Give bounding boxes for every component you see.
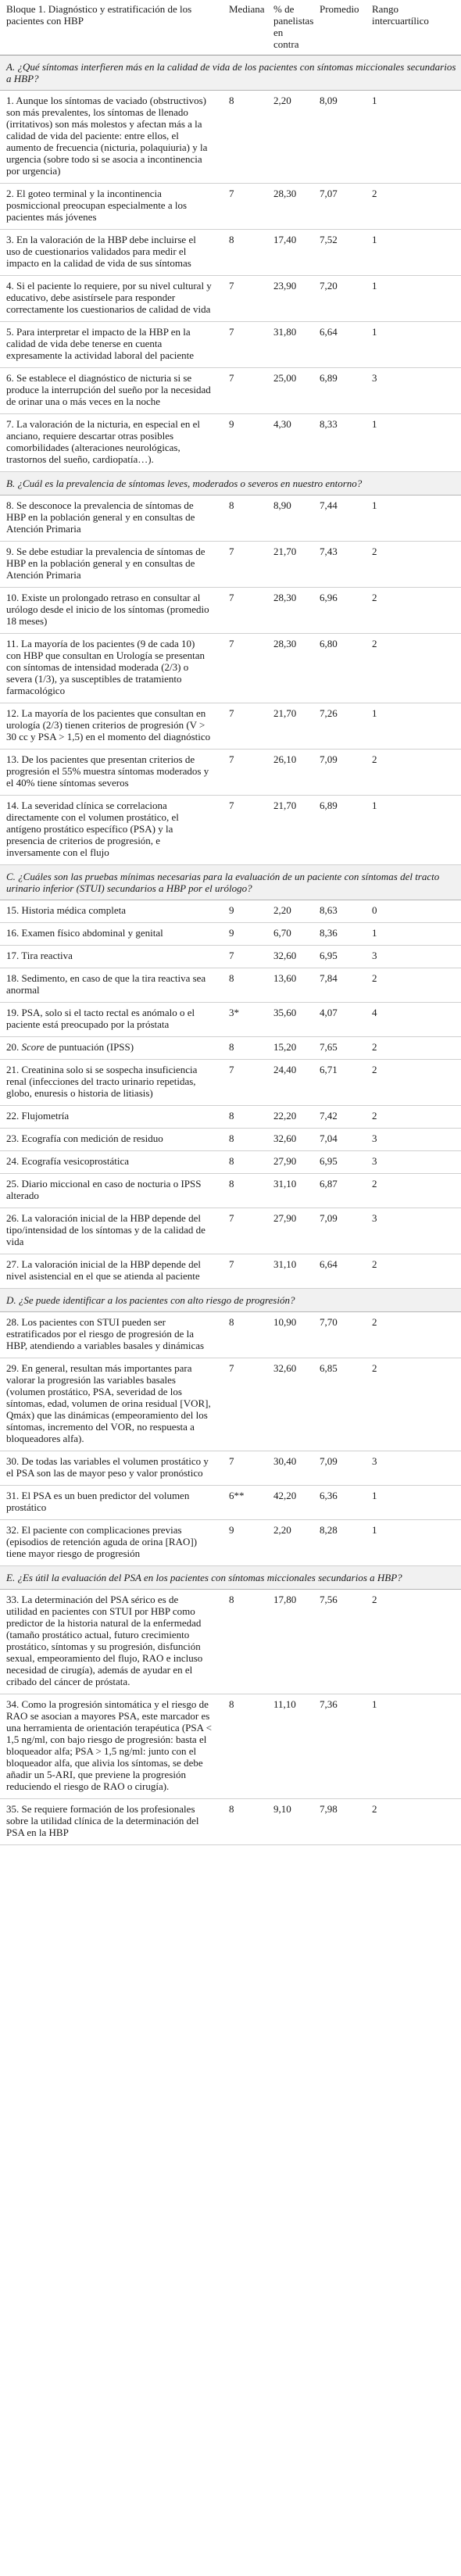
table-row (0, 1486, 461, 1520)
iqr-cell: 2 (366, 968, 461, 1003)
header-iqr: Rango intercuartílico (366, 0, 461, 55)
iqr-cell: 2 (366, 1254, 461, 1289)
mean-cell: 7,09 (313, 1208, 366, 1254)
median-cell: 8 (223, 968, 267, 1003)
mean-cell: 7,04 (313, 1129, 366, 1151)
median-cell: 9 (223, 923, 267, 946)
mean-cell: 7,26 (313, 703, 366, 750)
statement-cell: 27. La valoración inicial de la HBP depende del nivel asistencial en el que se atienda al paciente (0, 1254, 223, 1289)
mean-cell: 8,28 (313, 1520, 366, 1566)
iqr-cell: 2 (366, 184, 461, 230)
median-cell: 7 (223, 703, 267, 750)
table-row (0, 1590, 461, 1694)
statement-cell: 35. Se requiere formación de los profesionales sobre la utilidad clínica de la determinación del PSA en la HBP (0, 1799, 223, 1845)
mean-cell: 6,64 (313, 1254, 366, 1289)
against-cell: 21,70 (267, 796, 313, 865)
header-mean: Promedio (313, 0, 366, 55)
median-cell: 8 (223, 1590, 267, 1694)
mean-cell: 4,07 (313, 1003, 366, 1037)
against-cell: 13,60 (267, 968, 313, 1003)
statement-cell: 24. Ecografía vesicoprostática (0, 1151, 223, 1174)
header-against: % de panelistas en contra (267, 0, 313, 55)
median-cell: 7 (223, 750, 267, 796)
iqr-cell: 1 (366, 322, 461, 368)
statement-cell: 11. La mayoría de los pacientes (9 de cada 10) con HBP que consultan en Urología se presentan con síntomas de intensidad moderada (2/3) o severa (1/3), ya susceptibles de tratamiento farmacológico (0, 634, 223, 703)
median-cell: 3* (223, 1003, 267, 1037)
table-row (0, 1174, 461, 1208)
mean-cell: 6,36 (313, 1486, 366, 1520)
mean-cell: 6,89 (313, 796, 366, 865)
iqr-cell: 1 (366, 703, 461, 750)
median-cell: 7 (223, 368, 267, 414)
mean-cell: 8,09 (313, 91, 366, 184)
mean-cell: 6,64 (313, 322, 366, 368)
mean-cell: 8,36 (313, 923, 366, 946)
statement-cell: 23. Ecografía con medición de residuo (0, 1129, 223, 1151)
median-cell: 7 (223, 1060, 267, 1106)
against-cell: 42,20 (267, 1486, 313, 1520)
iqr-cell: 2 (366, 1358, 461, 1451)
against-cell: 17,80 (267, 1590, 313, 1694)
median-cell: 8 (223, 1694, 267, 1799)
section-title: D. ¿Se puede identificar a los pacientes con alto riesgo de progresión? (0, 1289, 461, 1312)
mean-cell: 6,95 (313, 946, 366, 968)
against-cell: 27,90 (267, 1208, 313, 1254)
median-cell: 8 (223, 1174, 267, 1208)
statement-cell: 31. El PSA es un buen predictor del volumen prostático (0, 1486, 223, 1520)
mean-cell: 7,36 (313, 1694, 366, 1799)
statement-cell: 29. En general, resultan más importantes para valorar la progresión las variables basales (volumen prostático, PSA, severidad de los síntomas, edad, volumen de orina residual [VOR], Qmáx) que las dinámicas (empeoramiento del los síntomas, incremento del VOR, no respuesta a bloqueadores alfa). (0, 1358, 223, 1451)
section-row (0, 472, 461, 496)
mean-cell: 7,43 (313, 542, 366, 588)
against-cell: 9,10 (267, 1799, 313, 1845)
table-row (0, 1520, 461, 1566)
mean-cell: 7,09 (313, 1451, 366, 1486)
median-cell: 7 (223, 1254, 267, 1289)
statement-cell: 4. Si el paciente lo requiere, por su nivel cultural y educativo, debe asistírsele para responder correctamente los cuestionarios de calidad de vida (0, 276, 223, 322)
against-cell: 32,60 (267, 1129, 313, 1151)
statement-cell: 9. Se debe estudiar la prevalencia de síntomas de HBP en la población general y en consultas de Atención Primaria (0, 542, 223, 588)
mean-cell: 8,63 (313, 900, 366, 923)
section-row (0, 55, 461, 91)
mean-cell: 6,71 (313, 1060, 366, 1106)
table-row (0, 496, 461, 542)
table-row (0, 1060, 461, 1106)
statement-cell: 13. De los pacientes que presentan criterios de progresión el 55% muestra síntomas moderados y el 40% tiene síntomas severos (0, 750, 223, 796)
iqr-cell: 1 (366, 276, 461, 322)
table-row (0, 900, 461, 923)
statement-cell: 32. El paciente con complicaciones previas (episodios de retención aguda de orina [RAO]) tiene mayor riesgo de progresión (0, 1520, 223, 1566)
median-cell: 7 (223, 1451, 267, 1486)
statement-cell: 20. Score de puntuación (IPSS) (0, 1037, 223, 1060)
median-cell: 9 (223, 414, 267, 472)
table-row (0, 946, 461, 968)
median-cell: 7 (223, 542, 267, 588)
statement-cell: 12. La mayoría de los pacientes que consultan en urología (2/3) tienen criterios de progresión (V > 30 cc y PSA > 1,5) en el momento del diagnóstico (0, 703, 223, 750)
iqr-cell: 3 (366, 1151, 461, 1174)
table-row (0, 968, 461, 1003)
against-cell: 2,20 (267, 91, 313, 184)
table-row (0, 1037, 461, 1060)
iqr-cell: 3 (366, 1208, 461, 1254)
median-cell: 8 (223, 230, 267, 276)
iqr-cell: 2 (366, 1174, 461, 1208)
against-cell: 15,20 (267, 1037, 313, 1060)
section-row (0, 1566, 461, 1590)
median-cell: 6** (223, 1486, 267, 1520)
mean-cell: 7,07 (313, 184, 366, 230)
statement-cell: 8. Se desconoce la prevalencia de síntomas de HBP en la población general y en consultas de Atención Primaria (0, 496, 223, 542)
iqr-cell: 3 (366, 946, 461, 968)
median-cell: 7 (223, 1208, 267, 1254)
table-row (0, 184, 461, 230)
iqr-cell: 1 (366, 923, 461, 946)
section-title: E. ¿Es útil la evaluación del PSA en los pacientes con síntomas miccionales secundarios a HBP? (0, 1566, 461, 1590)
table-row (0, 1003, 461, 1037)
iqr-cell: 1 (366, 414, 461, 472)
iqr-cell: 2 (366, 1106, 461, 1129)
mean-cell: 6,96 (313, 588, 366, 634)
iqr-cell: 1 (366, 496, 461, 542)
iqr-cell: 3 (366, 1129, 461, 1151)
against-cell: 28,30 (267, 634, 313, 703)
mean-cell: 8,33 (313, 414, 366, 472)
statement-cell: 17. Tira reactiva (0, 946, 223, 968)
median-cell: 8 (223, 1799, 267, 1845)
against-cell: 10,90 (267, 1312, 313, 1358)
table-body (0, 55, 461, 1845)
statement-cell: 22. Flujometría (0, 1106, 223, 1129)
table-row (0, 923, 461, 946)
against-cell: 28,30 (267, 588, 313, 634)
iqr-cell: 2 (366, 542, 461, 588)
iqr-cell: 2 (366, 1799, 461, 1845)
table-row (0, 588, 461, 634)
header-row (0, 0, 461, 55)
iqr-cell: 2 (366, 1590, 461, 1694)
mean-cell: 7,65 (313, 1037, 366, 1060)
section-title: C. ¿Cuáles son las pruebas mínimas necesarias para la evaluación de un paciente con síntomas del tracto urinario inferior (STUI) secundarios a HBP por el urólogo? (0, 865, 461, 900)
table-row (0, 796, 461, 865)
statement-cell: 26. La valoración inicial de la HBP depende del tipo/intensidad de los síntomas y de la calidad de vida (0, 1208, 223, 1254)
against-cell: 6,70 (267, 923, 313, 946)
against-cell: 26,10 (267, 750, 313, 796)
iqr-cell: 4 (366, 1003, 461, 1037)
table-row (0, 1129, 461, 1151)
against-cell: 31,10 (267, 1254, 313, 1289)
iqr-cell: 2 (366, 634, 461, 703)
median-cell: 7 (223, 276, 267, 322)
statement-cell: 1. Aunque los síntomas de vaciado (obstructivos) son más prevalentes, los síntomas de llenado (irritativos) son más molestos y afectan más a la calidad de vida del paciente: entre ellos, el aumento de frecuencia (nicturia, polaquiuria) y la urgencia (sobre todo si se asocia a incontinencia por urgencia) (0, 91, 223, 184)
emphasis-text: Score (21, 1041, 45, 1053)
against-cell: 27,90 (267, 1151, 313, 1174)
against-cell: 21,70 (267, 542, 313, 588)
table-row (0, 634, 461, 703)
table-row (0, 1799, 461, 1845)
median-cell: 7 (223, 184, 267, 230)
median-cell: 8 (223, 1129, 267, 1151)
against-cell: 2,20 (267, 900, 313, 923)
table-row (0, 542, 461, 588)
statement-cell: 5. Para interpretar el impacto de la HBP en la calidad de vida debe tenerse en cuenta expresamente la actividad laboral del paciente (0, 322, 223, 368)
statement-cell: 2. El goteo terminal y la incontinencia posmiccional preocupan especialmente a los pacientes más jóvenes (0, 184, 223, 230)
iqr-cell: 1 (366, 796, 461, 865)
table-row (0, 1312, 461, 1358)
statement-cell: 15. Historia médica completa (0, 900, 223, 923)
against-cell: 31,10 (267, 1174, 313, 1208)
against-cell: 25,00 (267, 368, 313, 414)
statement-cell: 25. Diario miccional en caso de nocturia o IPSS alterado (0, 1174, 223, 1208)
table-row (0, 322, 461, 368)
statement-cell: 6. Se establece el diagnóstico de nicturia si se produce la interrupción del sueño por la necesidad de orinar una o más veces en la noche (0, 368, 223, 414)
iqr-cell: 3 (366, 1451, 461, 1486)
against-cell: 32,60 (267, 1358, 313, 1451)
statement-cell: 34. Como la progresión sintomática y el riesgo de RAO se asocian a mayores PSA, este marcador es una herramienta de orientación terapéutica (PSA < 1,5 ng/ml, con bajo riesgo de progresión: basta el bloqueador alfa; PSA > 1,5 ng/ml: junto con el bloqueador alfa, que alivia los síntomas, se debe añadir un 5-ARI, que previene la progresión reduciendo el riesgo de RAO o cirugía). (0, 1694, 223, 1799)
median-cell: 8 (223, 1106, 267, 1129)
against-cell: 31,80 (267, 322, 313, 368)
statement-cell: 16. Examen físico abdominal y genital (0, 923, 223, 946)
statement-cell: 14. La severidad clínica se correlaciona directamente con el volumen prostático, el antígeno prostático específico (PSA) y la presencia de criterios de progresión, e inversamente con el flujo (0, 796, 223, 865)
median-cell: 9 (223, 900, 267, 923)
against-cell: 24,40 (267, 1060, 313, 1106)
mean-cell: 7,42 (313, 1106, 366, 1129)
median-cell: 7 (223, 796, 267, 865)
mean-cell: 6,95 (313, 1151, 366, 1174)
iqr-cell: 3 (366, 368, 461, 414)
table-row (0, 1151, 461, 1174)
median-cell: 7 (223, 588, 267, 634)
iqr-cell: 1 (366, 1694, 461, 1799)
iqr-cell: 0 (366, 900, 461, 923)
against-cell: 4,30 (267, 414, 313, 472)
against-cell: 2,20 (267, 1520, 313, 1566)
mean-cell: 6,80 (313, 634, 366, 703)
iqr-cell: 1 (366, 91, 461, 184)
against-cell: 28,30 (267, 184, 313, 230)
statement-cell: 3. En la valoración de la HBP debe incluirse el uso de cuestionarios validados para medir el impacto en la calidad de vida de sus síntomas (0, 230, 223, 276)
section-title: A. ¿Qué síntomas interfieren más en la calidad de vida de los pacientes con síntomas miccionales secundarios a HBP? (0, 55, 461, 91)
table-row (0, 1208, 461, 1254)
section-row (0, 865, 461, 900)
table-row (0, 368, 461, 414)
statement-cell: 30. De todas las variables el volumen prostático y el PSA son las de mayor peso y valor pronóstico (0, 1451, 223, 1486)
iqr-cell: 2 (366, 588, 461, 634)
against-cell: 8,90 (267, 496, 313, 542)
median-cell: 7 (223, 322, 267, 368)
iqr-cell: 1 (366, 230, 461, 276)
mean-cell: 7,70 (313, 1312, 366, 1358)
header-median: Mediana (223, 0, 267, 55)
median-cell: 8 (223, 1151, 267, 1174)
table-row (0, 1694, 461, 1799)
against-cell: 11,10 (267, 1694, 313, 1799)
statement-cell: 33. La determinación del PSA sérico es de utilidad en pacientes con STUI por HBP como predictor de la historia natural de la enfermedad (tamaño prostático actual, futuro crecimiento prostático, síntomas y su progresión, disfunción sexual, empeoramiento del flujo, RAO e incluso necesidad de cirugía), además de ayudar en el cribado del cáncer de próstata. (0, 1590, 223, 1694)
table-row (0, 1106, 461, 1129)
median-cell: 7 (223, 1358, 267, 1451)
iqr-cell: 1 (366, 1520, 461, 1566)
against-cell: 32,60 (267, 946, 313, 968)
iqr-cell: 2 (366, 750, 461, 796)
mean-cell: 6,85 (313, 1358, 366, 1451)
mean-cell: 7,09 (313, 750, 366, 796)
median-cell: 8 (223, 91, 267, 184)
median-cell: 7 (223, 946, 267, 968)
table-row (0, 1254, 461, 1289)
mean-cell: 7,84 (313, 968, 366, 1003)
median-cell: 9 (223, 1520, 267, 1566)
mean-cell: 7,52 (313, 230, 366, 276)
against-cell: 22,20 (267, 1106, 313, 1129)
statement-cell: 21. Creatinina solo si se sospecha insuficiencia renal (infecciones del tracto urinario repetidas, globo, enuresis o historia de litiasis) (0, 1060, 223, 1106)
statement-cell: 7. La valoración de la nicturia, en especial en el anciano, requiere descartar otras posibles comorbilidades (alteraciones neurológicas, trastornos del sueño, cardiopatía…). (0, 414, 223, 472)
iqr-cell: 1 (366, 1486, 461, 1520)
table-row (0, 1358, 461, 1451)
table-row (0, 750, 461, 796)
table-row (0, 1451, 461, 1486)
against-cell: 23,90 (267, 276, 313, 322)
against-cell: 35,60 (267, 1003, 313, 1037)
header-block-title: Bloque 1. Diagnóstico y estratificación de los pacientes con HBP (0, 0, 223, 55)
table-row (0, 703, 461, 750)
iqr-cell: 2 (366, 1060, 461, 1106)
section-row (0, 1289, 461, 1312)
mean-cell: 7,44 (313, 496, 366, 542)
section-title: B. ¿Cuál es la prevalencia de síntomas leves, moderados o severos en nuestro entorno? (0, 472, 461, 496)
mean-cell: 7,98 (313, 1799, 366, 1845)
table-row (0, 414, 461, 472)
table-row (0, 276, 461, 322)
table-row (0, 230, 461, 276)
mean-cell: 6,89 (313, 368, 366, 414)
statement-cell: 19. PSA, solo si el tacto rectal es anómalo o el paciente está preocupado por la próstata (0, 1003, 223, 1037)
against-cell: 21,70 (267, 703, 313, 750)
statement-cell: 10. Existe un prolongado retraso en consultar al urólogo desde el inicio de los síntomas (promedio 18 meses) (0, 588, 223, 634)
statement-cell: 28. Los pacientes con STUI pueden ser estratificados por el riesgo de progresión de la HBP, atendiendo a variables basales y dinámicas (0, 1312, 223, 1358)
median-cell: 7 (223, 634, 267, 703)
iqr-cell: 2 (366, 1037, 461, 1060)
median-cell: 8 (223, 496, 267, 542)
mean-cell: 7,56 (313, 1590, 366, 1694)
table-row (0, 91, 461, 184)
mean-cell: 6,87 (313, 1174, 366, 1208)
statement-cell: 18. Sedimento, en caso de que la tira reactiva sea anormal (0, 968, 223, 1003)
against-cell: 30,40 (267, 1451, 313, 1486)
against-cell: 17,40 (267, 230, 313, 276)
mean-cell: 7,20 (313, 276, 366, 322)
median-cell: 8 (223, 1312, 267, 1358)
median-cell: 8 (223, 1037, 267, 1060)
iqr-cell: 2 (366, 1312, 461, 1358)
